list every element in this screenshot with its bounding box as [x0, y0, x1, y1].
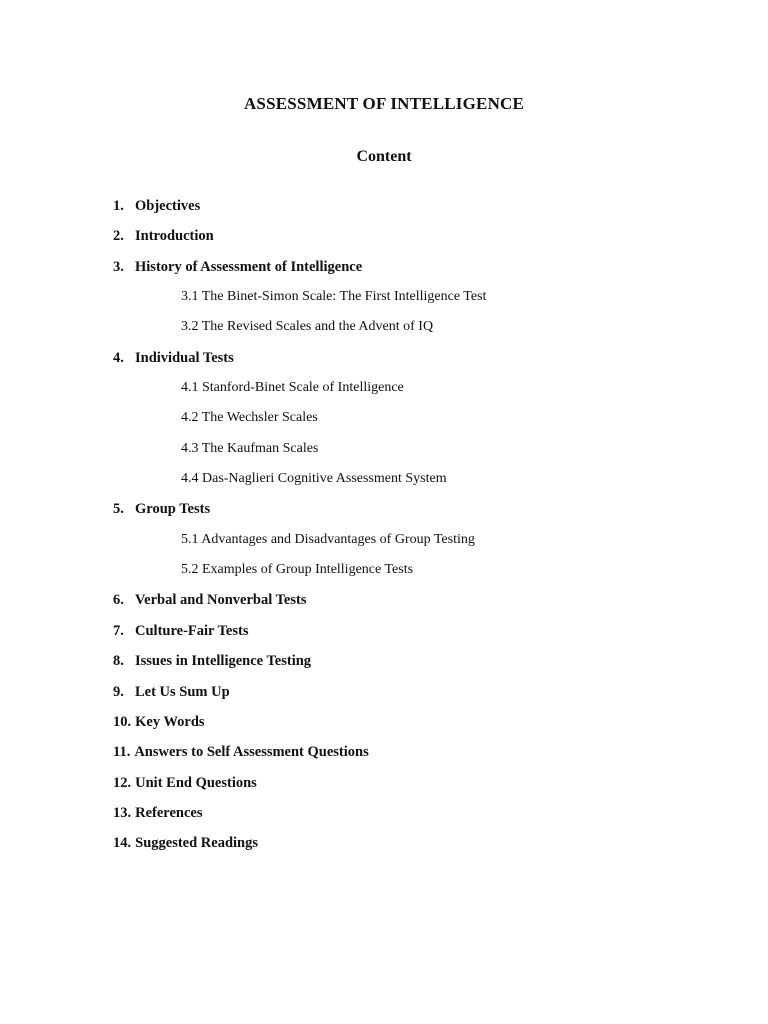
- toc-entry-label: 5.2 Examples of Group Intelligence Tests: [181, 562, 414, 578]
- toc-entry-number: 14.: [113, 835, 132, 852]
- toc-entry: [113, 803, 486, 833]
- toc-entry-label: Suggested Readings: [135, 835, 258, 852]
- toc-entry-number: 10.: [113, 713, 132, 730]
- toc-entry-label: Answers to Self Assessment Questions: [134, 744, 369, 761]
- toc-entry: [113, 742, 486, 772]
- toc-subentry: [113, 287, 486, 317]
- toc-entry: [113, 499, 486, 529]
- toc-entry-number: 4.: [113, 349, 124, 366]
- toc-entry-label: 4.3 The Kaufman Scales: [181, 440, 319, 456]
- toc-entry-number: 7.: [113, 622, 124, 639]
- toc-subentry: [113, 317, 486, 347]
- toc-entry-label: Verbal and Nonverbal Tests: [135, 592, 307, 609]
- toc-subentry: [113, 560, 486, 590]
- toc-entry-label: 4.1 Stanford-Binet Scale of Intelligence: [181, 380, 404, 396]
- toc-subentry: [113, 408, 486, 438]
- toc-entry-number: 6.: [113, 592, 124, 609]
- toc-entry-label: Culture-Fair Tests: [135, 622, 249, 639]
- toc-entry-number: 3.: [113, 258, 124, 275]
- document-title: ASSESSMENT OF INTELLIGENCE: [243, 94, 525, 113]
- toc-entry-label: References: [135, 804, 203, 821]
- toc-entry-label: Key Words: [135, 713, 205, 730]
- toc-entry-number: 13.: [113, 804, 132, 821]
- content-heading: Content: [356, 148, 412, 165]
- toc-entry: [113, 773, 486, 803]
- toc-entry-label: Let Us Sum Up: [135, 683, 230, 700]
- toc-entry-label: Unit End Questions: [135, 774, 257, 791]
- toc-entry-number: 5.: [113, 501, 124, 518]
- toc-entry-label: 5.1 Advantages and Disadvantages of Group Testing: [181, 531, 475, 547]
- toc-entry: [113, 196, 486, 226]
- toc-entry: [113, 348, 486, 378]
- toc-subentry: [113, 378, 486, 408]
- toc-entry-label: History of Assessment of Intelligence: [135, 258, 363, 275]
- toc-entry-number: 9.: [113, 683, 124, 700]
- toc-entry-label: 3.2 The Revised Scales and the Advent of IQ: [181, 319, 434, 335]
- toc-entry-label: 4.2 The Wechsler Scales: [181, 410, 318, 426]
- toc-entry-number: 8.: [113, 653, 124, 670]
- toc-entry-number: 2.: [113, 228, 124, 245]
- toc-entry: [113, 257, 486, 287]
- toc-entry-number: 11.: [113, 744, 131, 761]
- toc-entry: [113, 651, 486, 681]
- toc-entry: [113, 833, 486, 863]
- toc-entry-label: 4.4 Das-Naglieri Cognitive Assessment System: [181, 471, 447, 487]
- toc-entry: [113, 226, 486, 256]
- toc-subentry: [113, 439, 486, 469]
- toc-entry-number: 12.: [113, 774, 132, 791]
- toc-subentry: [113, 469, 486, 499]
- toc-entry-label: Introduction: [135, 228, 214, 245]
- toc-entry-label: 3.1 The Binet-Simon Scale: The First Intelligence Test: [181, 289, 487, 305]
- toc-subentry: [113, 530, 486, 560]
- table-of-contents: [113, 196, 486, 864]
- toc-entry: [113, 712, 486, 742]
- toc-entry-number: 1.: [113, 198, 124, 214]
- toc-entry: [113, 590, 486, 620]
- toc-entry-label: Objectives: [135, 198, 201, 214]
- toc-entry-label: Issues in Intelligence Testing: [135, 653, 312, 670]
- toc-entry: [113, 621, 486, 651]
- toc-entry: [113, 682, 486, 712]
- toc-entry-label: Individual Tests: [135, 349, 234, 366]
- toc-entry-label: Group Tests: [135, 501, 211, 518]
